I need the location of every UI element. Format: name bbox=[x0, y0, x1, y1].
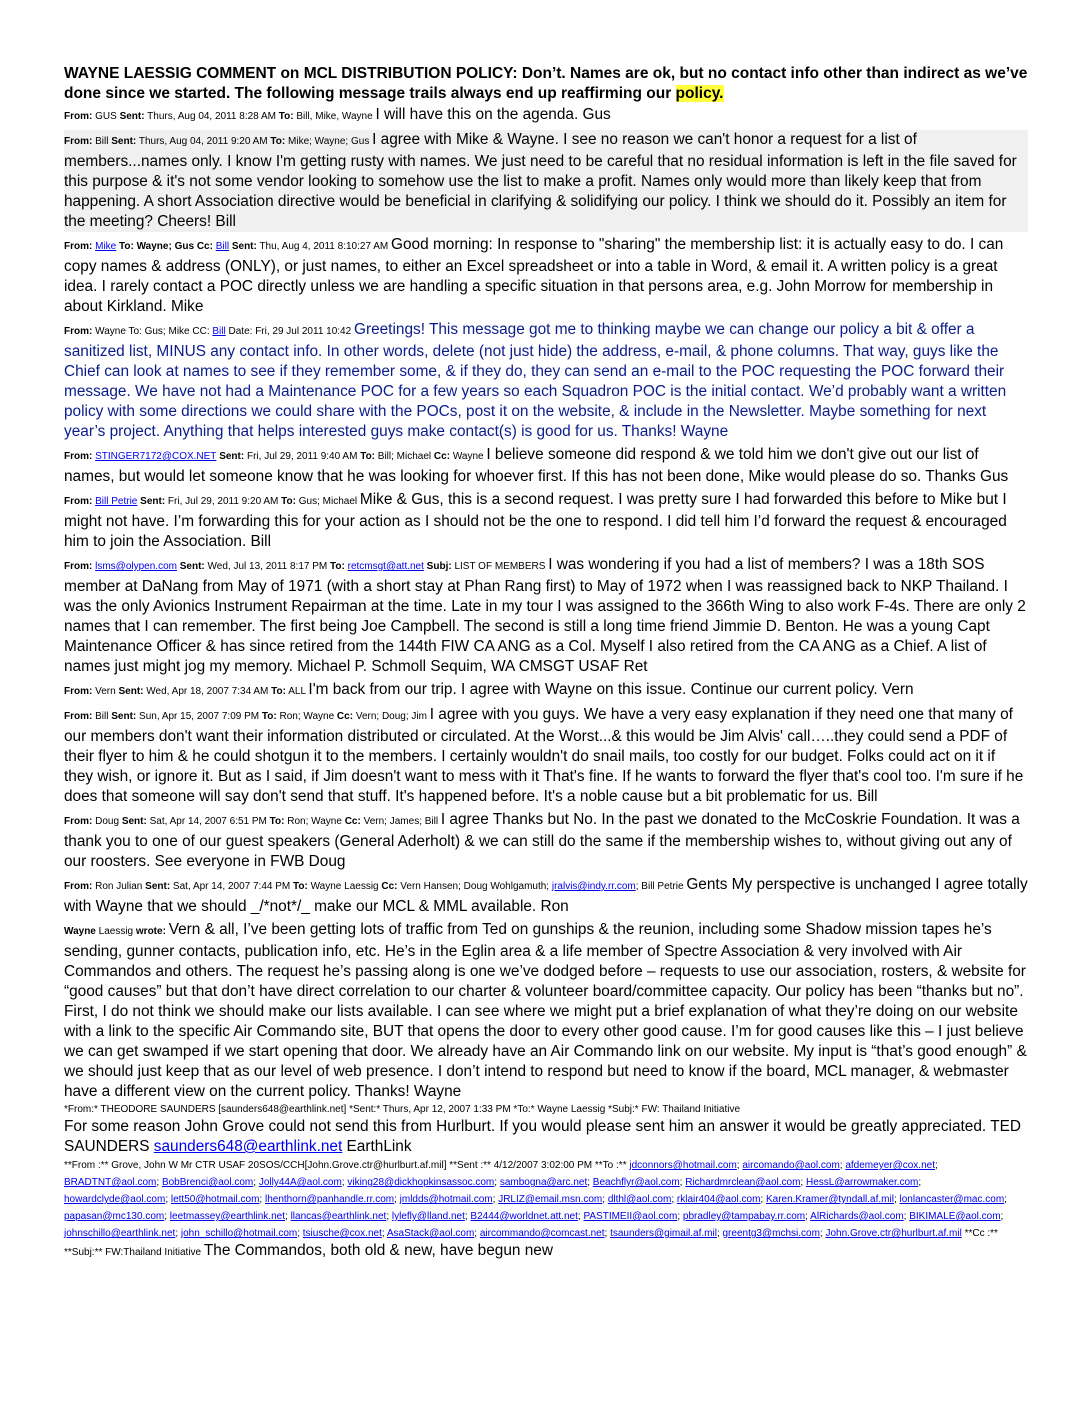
message-header: From: Bill Sent: Sun, Apr 15, 2007 7:09 PM To: Ron; Wayne Cc: Vern; Doug; Jim bbox=[64, 711, 430, 722]
message-header: From: Bill Petrie Sent: Fri, Jul 29, 2011 9:20 AM To: Gus; Michael bbox=[64, 496, 360, 507]
recipient-email-link[interactable]: aircomando@aol.com bbox=[742, 1160, 840, 1171]
message-body: I'm back from our trip. I agree with Wayne on this issue. Continue our current policy. Vern bbox=[308, 681, 914, 698]
forward-tail: **Cc :** **Subj:** FW:Thailand Initiative bbox=[64, 1228, 998, 1258]
message-body: I will have this on the agenda. Gus bbox=[375, 106, 611, 123]
recipient-email-link[interactable]: Richardmrclean@aol.com bbox=[685, 1177, 801, 1188]
recipient-email-link[interactable]: B2444@worldnet.att.net bbox=[470, 1211, 578, 1222]
recipient-email-link[interactable]: johnschillo@earthlink.net bbox=[64, 1228, 176, 1239]
recipient-email-link[interactable]: howardclyde@aol.com bbox=[64, 1194, 166, 1205]
recipient-email-link[interactable]: lonlancaster@mac.com bbox=[899, 1194, 1005, 1205]
forward-recipients bbox=[64, 1157, 1028, 1261]
recipient-email-link[interactable]: lhenthorn@panhandle.rr.com bbox=[264, 1194, 395, 1205]
email-message bbox=[64, 320, 1028, 442]
message-header: *From:* THEODORE SAUNDERS [saunders648@earthlink.net] *Sent:* Thurs, Apr 12, 2007 1:33 PM *To:* Wayne Laessig *Subj:* FW: Thailand Initiative bbox=[64, 1104, 741, 1115]
recipient-email-link[interactable]: dlthl@aol.com bbox=[607, 1194, 672, 1205]
recipient-email-link[interactable]: Beachflyr@aol.com bbox=[592, 1177, 680, 1188]
message-header: From: Doug Sent: Sat, Apr 14, 2007 6:51 PM To: Ron; Wayne Cc: Vern; James; Bill bbox=[64, 816, 441, 827]
forward-body: The Commandos, both old & new, have begun new bbox=[203, 1242, 553, 1259]
recipient-email-link[interactable]: viking28@dickhopkinsassoc.com bbox=[347, 1177, 495, 1188]
cc-link[interactable]: jralvis@indy.rr.com bbox=[551, 881, 636, 892]
email-message bbox=[64, 235, 1028, 317]
forward-lead: **From :** Grove, John W Mr CTR USAF 20SOS/CCH[John.Grove.ctr@hurlburt.af.mil] **Sent :** 4/12/2007 3:02:00 PM **To :** bbox=[64, 1160, 630, 1171]
recipient-email-link[interactable]: BIKIMALE@aol.com bbox=[909, 1211, 1001, 1222]
message-body: For some reason John Grove could not send this from Hurlburt. If you would please sent him an answer it would be greatly appreciated. TED SAUNDERS bbox=[64, 1118, 1021, 1155]
title-highlight: policy. bbox=[675, 85, 724, 102]
message-header: Wayne Laessig wrote: bbox=[64, 926, 169, 937]
message-header: From: Wayne To: Gus; Mike CC: Bill Date: Fri, 29 Jul 2011 10:42 bbox=[64, 326, 354, 337]
document-page bbox=[64, 64, 1028, 1261]
message-body: Mike & Gus, this is a second request. I was pretty sure I had forwarded this before to Mike but I might not have. I’m forwarding this for your action as I should not be the one to respond. I did tell him I’d forward the request & encouraged him to join the Association. Bill bbox=[64, 491, 1007, 550]
message-body: I agree with Mike & Wayne. I see no reason we can't honor a request for a list of members...names only. I know I'm getting rusty with names. We just need to be careful that no residual information is left in the file saved for this purpose & it's not some vendor looking to somehow use the list to make a profit. Names only would more than likely keep that from happening. A short Association directive would be beneficial in clarifying & solidifying our policy. I think we should do it. Possibly an item for the meeting? Cheers! Bill bbox=[64, 131, 1017, 230]
recipient-email-link[interactable]: rklair404@aol.com bbox=[676, 1194, 761, 1205]
sender-link[interactable]: Mike bbox=[95, 241, 117, 252]
recipient-email-link[interactable]: BRADTNT@aol.com bbox=[64, 1177, 157, 1188]
message-body: Greetings! This message got me to thinking maybe we can change our policy a bit & offer a sanitized list, MINUS any contact info. In other words, delete (not just hide) the address, e-mail, & phone columns. That way, guys like the Chief can look at names to see if they remember some, & if they do, they can send an e-mail to the POC requesting the POC forward their message. We have not had a Maintenance POC for a few years so each Squadron POC is the initial contact. We’d probably want a written policy with some directions we could share with the POCs, post it on the website, & include in the Newsletter. Maybe something for next year’s project. Anything that helps interested guys make contact(s) is good for us. Thanks! Wayne bbox=[64, 321, 1007, 440]
message-header: From: lsms@olypen.com Sent: Wed, Jul 13, 2011 8:17 PM To: retcmsgt@att.net Subj: LIST OF MEMBERS bbox=[64, 561, 549, 572]
recipient-email-link[interactable]: sambogna@arc.net bbox=[499, 1177, 588, 1188]
recipient-email-link[interactable]: pbradley@tampabay.rr.com bbox=[682, 1211, 806, 1222]
recipient-email-link[interactable]: jmldds@hotmail.com bbox=[399, 1194, 493, 1205]
email-message bbox=[64, 490, 1028, 552]
recipient-email-link[interactable]: Karen.Kramer@tyndall.af.mil bbox=[765, 1194, 894, 1205]
recipient-email-link[interactable]: aircommando@comcast.net bbox=[479, 1228, 605, 1239]
message-body: I agree with you guys. We have a very easy explanation if they need one that many of our members don't want their information distributed or circulated. At the Worst...& this would be Jim Alvis' call…..they could send a PDF of their flyer to him & he could shotgun it to the members. I certainly wouldn't do snail mails, too costly for our budget. Folks could act on it if they wish, or ignore it. But as I said, if Jim doesn't want to mess with it That's fine. If he wants to forward the flyer that's cool too. I'm sure if he does that someone will say don't send that stuff. It's happened before. It's a noble cause but a bit problematic for us. Bill bbox=[64, 706, 1024, 805]
recipient-email-link[interactable]: lylefly@lland.net bbox=[391, 1211, 465, 1222]
recipient-email-link[interactable]: greentg3@mchsi.com bbox=[722, 1228, 820, 1239]
recipient-email-link[interactable]: PASTIMEII@aol.com bbox=[583, 1211, 678, 1222]
cc-link[interactable]: Bill bbox=[212, 326, 226, 337]
message-header: From: Bill Sent: Thurs, Aug 04, 2011 9:20 AM To: Mike; Wayne; Gus bbox=[64, 136, 373, 147]
email-message bbox=[64, 555, 1028, 677]
recipient-email-link[interactable]: lett50@hotmail.com bbox=[170, 1194, 260, 1205]
email-message bbox=[64, 105, 1028, 127]
recipient-email-link[interactable]: HessL@arrowmaker.com bbox=[805, 1177, 919, 1188]
title-text: WAYNE LAESSIG COMMENT on MCL DISTRIBUTION POLICY: Don’t. Names are ok, but no contact info other than indirect as we’ve done since we started. The following message trails always end up reaffirming our bbox=[64, 65, 1028, 102]
recipient-email-link[interactable]: jdconnors@hotmail.com bbox=[629, 1160, 737, 1171]
recipient-email-link[interactable]: Jolly44A@aol.com bbox=[258, 1177, 342, 1188]
message-header: From: STINGER7172@COX.NET Sent: Fri, Jul 29, 2011 9:40 AM To: Bill; Michael Cc: Wayne bbox=[64, 451, 487, 462]
recipient-email-link[interactable]: John.Grove.ctr@hurlburt.af.mil bbox=[825, 1228, 962, 1239]
message-header: From: Mike To: Wayne; Gus Cc: Bill Sent: Thu, Aug 4, 2011 8:10:27 AM bbox=[64, 241, 392, 252]
recipient-email-link[interactable]: john_schillo@hotmail.com bbox=[180, 1228, 298, 1239]
message-body: Vern & all, I’ve been getting lots of traffic from Ted on gunships & the reunion, including some Shadow mission tapes he’s sending, gunner contacts, publication info, etc. He’s in the Eglin area & a life member of Spectre Association & very involved with Air Commandos and others. The request he’s passing along is one we’ve dodged before – requests to use our association, rosters, & website for “good causes” but that don’t have direct correlation to our charter & volunteer board/committee capacity. Our policy has been “thanks but no”. bbox=[64, 921, 1026, 1000]
email-message bbox=[64, 920, 1028, 1002]
recipient-email-link[interactable]: tsaunders@gimail.af.mil bbox=[610, 1228, 717, 1239]
recipient-email-list: jdconnors@hotmail.com; aircomando@aol.com; afdemeyer@cox.net; BRADTNT@aol.com; BobBrenci@aol.com; Jolly44A@aol.com; viking28@dickhopkinsassoc.com; sambogna@arc.net; Beachflyr@aol.com; Richardmrclean@aol.com; HessL@arrowmaker.com; howardclyde@aol.com; lett50@hotmail.com; lhenthorn@panhandle.rr.com; jmldds@hotmail.com; JRLIZ@email.msn.com; dlthl@aol.com; rklair404@aol.com; Karen.Kramer@tyndall.af.mil; lonlancaster@mac.com; papasan@mc130.com; leetmassey@earthlink.net; llancas@earthlink.net; lylefly@lland.net; B2444@worldnet.att.net; PASTIMEII@aol.com; pbradley@tampabay.rr.com; AlRichards@aol.com; BIKIMALE@aol.com; johnschillo@earthlink.net; john_schillo@hotmail.com; tsiusche@cox.net; AsaStack@aol.com; aircommando@comcast.net; tsaunders@gimail.af.mil; greentg3@mchsi.com; John.Grove.ctr@hurlburt.af.mil bbox=[64, 1160, 1007, 1239]
sender-link[interactable]: lsms@olypen.com bbox=[95, 561, 177, 572]
message-body: Gents My perspective is unchanged I agree totally with Wayne that we should _/*not*/_ make our MCL & MML available. Ron bbox=[64, 876, 1028, 915]
message-body: I believe someone did respond & we told him we don't give out our list of names, but would let someone know that he was looking for whoever first. If this has not been done, Mike would please do so. Thanks Gus bbox=[64, 446, 1009, 485]
recipient-email-link[interactable]: BobBrenci@aol.com bbox=[161, 1177, 254, 1188]
message-header: From: Ron Julian Sent: Sat, Apr 14, 2007 7:44 PM To: Wayne Laessig Cc: Vern Hansen; Doug Wohlgamuth; jralvis@indy.rr.com; Bill Petrie bbox=[64, 881, 687, 892]
recipient-email-link[interactable]: papasan@mc130.com bbox=[64, 1211, 165, 1222]
message-body-tail: EarthLink bbox=[342, 1138, 412, 1155]
email-message bbox=[64, 445, 1028, 487]
recipient-email-link[interactable]: llancas@earthlink.net bbox=[290, 1211, 387, 1222]
recipient-email-link[interactable]: tsiusche@cox.net bbox=[302, 1228, 382, 1239]
recipient-email-link[interactable]: JRLIZ@email.msn.com bbox=[498, 1194, 603, 1205]
recipient-email-link[interactable]: AlRichards@aol.com bbox=[810, 1211, 904, 1222]
cc-link[interactable]: Bill bbox=[215, 241, 230, 252]
document-title bbox=[64, 64, 1028, 104]
email-message bbox=[64, 875, 1028, 917]
recipient-link[interactable]: retcmsgt@att.net bbox=[347, 561, 424, 572]
recipient-email-link[interactable]: leetmassey@earthlink.net bbox=[169, 1211, 285, 1222]
message-body: I agree Thanks but No. In the past we donated to the McCoskrie Foundation. It was a thank you to one of our guest speakers (General Aderholt) & we can still do the same if the membership wishes to, without giving out any of our roosters. See everyone in FWB Doug bbox=[64, 811, 1020, 870]
email-message bbox=[64, 130, 1028, 232]
message-header: From: Vern Sent: Wed, Apr 18, 2007 7:34 AM To: ALL bbox=[64, 686, 309, 697]
message-body-continued: First, I do not think we should make our lists available. I can see where we might put a brief explanation of what they’re doing on our website with a link to the specific Air Commando site, BUT that opens the door to every other good cause. I’m for good causes like this – I just believe we can get swamped if we start opening that door. We already have an Air Commando link on our website. My input is “that’s good enough” & we should just keep that as our level of web presence. I don’t intend to respond but need to know if the board, MCL manager, & webmaster have a different view on the current policy. Thanks! Wayne bbox=[64, 1003, 1027, 1100]
sender-link[interactable]: STINGER7172@COX.NET bbox=[95, 451, 217, 462]
message-body: I was wondering if you had a list of members? I was a 18th SOS member at DaNang from May of 1971 (with a short stay at Phan Rang first) to May of 1972 when I was reassigned back to NKP Thailand. I was the only Avionics Instrument Repairman at the time. Late in my tour I was assigned to the 366th Wing to also work F-4s. There are only 2 names that I can remember. The first being Joe Campbell. The second is still a long time friend Jimmie D. Benton. He was a young Capt Maintenance Officer & has since retired from the 144th FIW CA ANG as a Col. Myself I also retired from the CA ANG as a Chief. A list of names just might jog my memory. Michael P. Schmoll Sequim, WA CMSGT USAF Ret bbox=[64, 556, 1026, 675]
email-message bbox=[64, 705, 1028, 807]
message-header: From: GUS Sent: Thurs, Aug 04, 2011 8:28 AM To: Bill, Mike, Wayne bbox=[64, 111, 376, 122]
email-message bbox=[64, 1117, 1028, 1157]
message-body: Good morning: In response to "sharing" the membership list: it is actually easy to do. I can copy names & address (ONLY), or just names, to either an Excel spreadsheet or into a table in Word, & email it. A written policy is a great idea. I rarely contact a POC directly unless we are handling a specific situation in that persons area, e.g. John Morrow for membership in about Kirkland. Mike bbox=[64, 236, 1004, 315]
sender-link[interactable]: Bill Petrie bbox=[95, 496, 138, 507]
email-message bbox=[64, 810, 1028, 872]
recipient-email-link[interactable]: AsaStack@aol.com bbox=[386, 1228, 475, 1239]
email-message bbox=[64, 680, 1028, 702]
email-link[interactable]: saunders648@earthlink.net bbox=[153, 1138, 343, 1155]
recipient-email-link[interactable]: afdemeyer@cox.net bbox=[845, 1160, 935, 1171]
